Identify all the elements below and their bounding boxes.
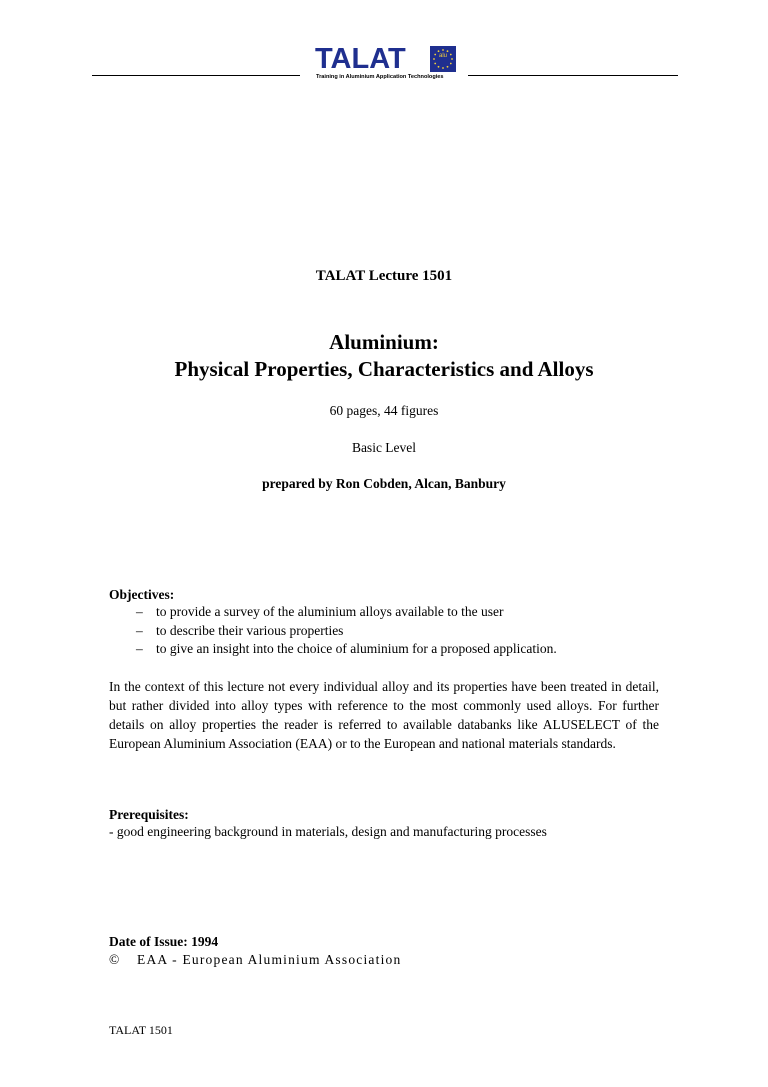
logo-tagline: Training in Aluminium Application Technologies [316,74,444,80]
header-rule-left [92,75,300,76]
objective-text: to provide a survey of the aluminium alloys available to the user [156,604,504,619]
objective-text: to give an insight into the choice of aluminium for a proposed application. [156,641,557,656]
title-line-1: Aluminium: [329,330,439,354]
page-count: 60 pages, 44 figures [329,403,439,418]
lecture-number: TALAT Lecture 1501 [315,268,453,284]
list-item [109,622,669,641]
list-item [109,603,669,622]
objective-text: to describe their various properties [156,622,344,638]
title-line-2: Physical Properties, Characteristics and Alloys [174,357,594,381]
prerequisites-text: - good engineering background in materials, design and manufacturing processes [109,824,547,839]
talat-logo [312,43,456,85]
header-rule-right [468,75,678,76]
level: Basic Level [351,440,417,455]
logo-badge-text: alu [439,53,448,59]
dash-bullet: – [136,604,143,619]
dash-bullet: – [136,622,143,638]
eu-flag-icon [430,46,456,72]
copyright-text: EAA - European Aluminium Association [137,952,402,967]
star-ring-icon [430,46,456,72]
list-item [109,640,669,659]
copyright-line [109,951,659,969]
date-of-issue: Date of Issue: 1994 [109,934,219,949]
logo-wordmark: TALAT [315,43,406,75]
objectives-list [109,603,669,659]
context-paragraph: In the context of this lecture not every individual alloy and its properties have been treated in detail, but rather divided into alloy types with reference to the most commonly used alloys. For further details on alloy properties the reader is referred to available databanks like ALUSELECT of the European Aluminium Association (EAA) or to the European and national materials standards. [109,679,659,751]
copyright-icon: © [109,952,120,967]
dash-bullet: – [136,641,143,656]
objectives-heading: Objectives: [109,587,175,602]
prerequisites-heading: Prerequisites: [109,807,189,822]
author-line: prepared by Ron Cobden, Alcan, Banbury [262,476,506,491]
page-footer: TALAT 1501 [109,1023,173,1037]
